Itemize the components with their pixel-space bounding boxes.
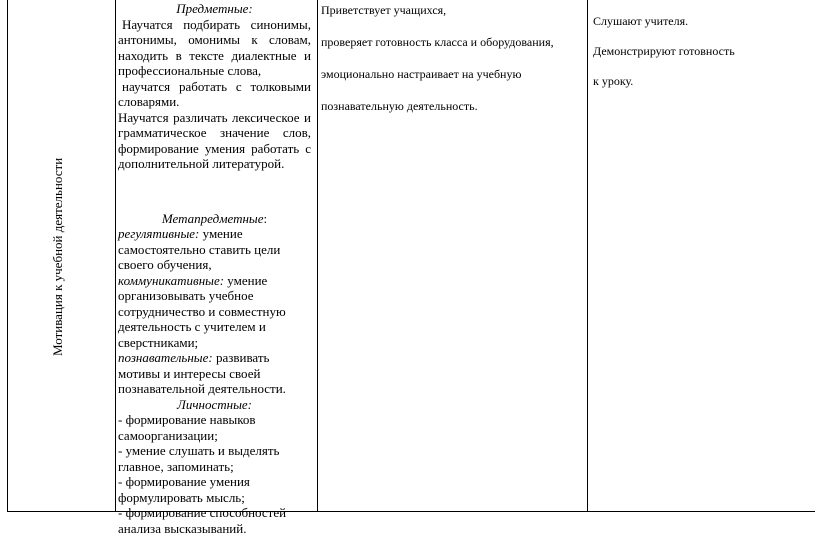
teacher-activity-cell	[321, 3, 581, 131]
student-line: Демонстрируют готовность	[593, 44, 735, 58]
meta-heading: Метапредметные	[161, 210, 264, 226]
column-divider	[115, 0, 116, 512]
communicative-block	[118, 273, 311, 351]
personal-item: - формирование умения формулировать мысль;	[118, 474, 250, 505]
communicative-label: коммуникативные:	[118, 272, 225, 288]
communicative-text: умение организовывать учебное сотрудничество и совместную деятельность с учителем и сверстниками;	[118, 272, 286, 350]
personal-item: - формирование навыков самоорганизации;	[118, 412, 256, 443]
meta-colon: :	[263, 210, 268, 226]
personal-item: - умение слушать и выделять главное, запоминать;	[118, 443, 280, 474]
outcomes-cell	[118, 1, 311, 536]
student-activity-cell	[593, 14, 793, 104]
cognitive-text: развивать мотивы и интересы своей познавательной деятельности.	[118, 350, 286, 396]
column-divider	[317, 0, 318, 512]
spacer	[118, 172, 311, 211]
personal-item: - формирование способностей анализа высказываний.	[118, 505, 287, 536]
stage-label: Мотивация к учебной деятельности	[50, 157, 65, 356]
student-line: Слушают учителя.	[593, 14, 689, 28]
teacher-line: Приветствует учащихся,	[321, 3, 447, 17]
regulatory-block	[118, 226, 311, 273]
subject-line: Научатся подбирать синонимы, антонимы, омонимы к словам, находить в тексте диалектные и профессиональные слова,	[118, 16, 311, 78]
subject-line: Научатся различать лексическое и грамматическое значение слов, формирование умения работать с дополнительной литературой.	[118, 109, 311, 171]
teacher-line: познавательную деятельность.	[321, 99, 478, 113]
subject-heading: Предметные:	[176, 1, 253, 16]
teacher-line: проверяет готовность класса и оборудования,	[321, 35, 554, 49]
regulatory-label: регулятивные:	[118, 226, 200, 241]
student-line: к уроку.	[593, 74, 634, 88]
regulatory-text: умение самостоятельно ставить цели своего обучения,	[118, 226, 281, 272]
teacher-line: эмоционально настраивает на учебную	[321, 67, 522, 81]
cognitive-label: познавательные:	[118, 350, 213, 365]
meta-heading-line	[118, 211, 311, 227]
cognitive-block	[118, 350, 311, 397]
subject-line: научатся работать с толковыми словарями.	[118, 78, 311, 109]
column-divider	[587, 0, 588, 512]
personal-heading: Личностные:	[177, 396, 252, 412]
